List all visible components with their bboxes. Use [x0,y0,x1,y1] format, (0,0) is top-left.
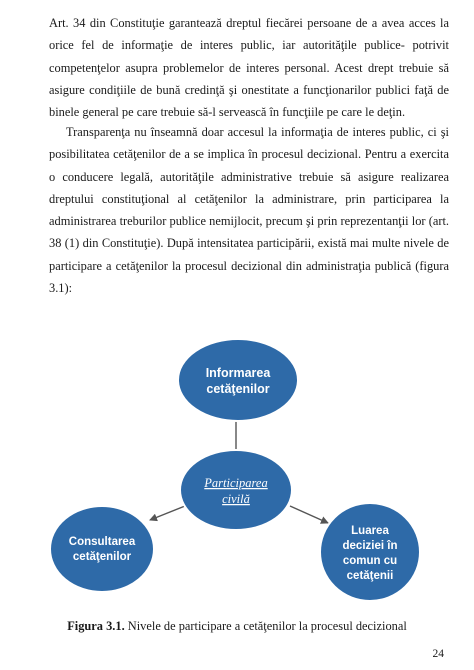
arrow-to-right [290,506,328,523]
node-participarea-civila [180,450,292,530]
paragraph-1-line: Art. 34 din Constituţie garantează dreptul fiecărei persoane de a avea acces la [49,16,449,30]
paragraph-2-line: administrarea treburilor publice nemijlocit, precum şi prin reprezentanţii lor (art. [49,214,449,229]
node-luarea-deciziei [320,503,420,601]
node-informarea [178,339,298,421]
node-center-line: Participarea [204,476,268,490]
node-informarea-line: cetăţenilor [206,382,270,396]
node-luarea-line: Luarea [351,525,389,537]
arrow-to-left [150,506,185,520]
node-luarea-line: cetăţenii [346,570,394,582]
paragraph-2-line: posibilitatea cetăţenilor de a se implica în procesul decizional. Pentru a exercita [49,147,449,162]
paragraph-2-line: Transparenţa nu înseamnă doar accesul la informaţia de interes public, ci şi [66,125,449,139]
node-consultarea-line: cetăţenilor [72,551,132,563]
paragraph-2-line: participare a cetăţenilor la procesul decizional din administraţia publică (figura [49,258,449,273]
figure-caption-text: Nivele de participare a cetăţenilor la procesul decizional [124,619,407,633]
paragraph-1-line: asigure condiţiile de bună credinţă şi onestitate a funcţionarilor publici faţă de [49,82,449,97]
paragraph-2 [49,121,449,299]
participation-diagram [40,330,440,610]
paragraph-2-line: 38 (1) din Constituţie). După intensitatea participării, există mai multe nivele de [49,236,449,251]
paragraph-1-line: orice fel de informaţie de interes public, iar autorităţile publice- potrivit [49,38,449,53]
paragraph-1 [49,12,449,123]
paragraph-1-line: binele general pe care trebuie să-l servească în funcţiile pe care le deţin. [49,105,406,120]
paragraph-2-line: 3.1): [49,281,73,296]
paragraph-2-line: o conducere legală, autorităţile administrative trebuie să asigure realizarea [49,169,449,184]
page-number: 24 [432,648,444,660]
node-consultarea-line: Consultarea [68,536,136,548]
node-luarea-line: comun cu [342,555,398,567]
node-consultarea [50,506,154,592]
node-informarea-line: Informarea [205,366,271,380]
paragraph-1-line: competenţelor asupra problemelor de interes personal. Acest drept trebuie să [49,60,449,75]
paragraph-2-line: dreptului constituţional al cetăţenilor la administrare, prin participarea la [49,191,449,206]
node-center-line: civilă [222,492,250,506]
figure-caption [0,617,474,635]
node-luarea-line: deciziei în [342,540,398,552]
figure-caption-label: Figura 3.1. [67,619,125,633]
